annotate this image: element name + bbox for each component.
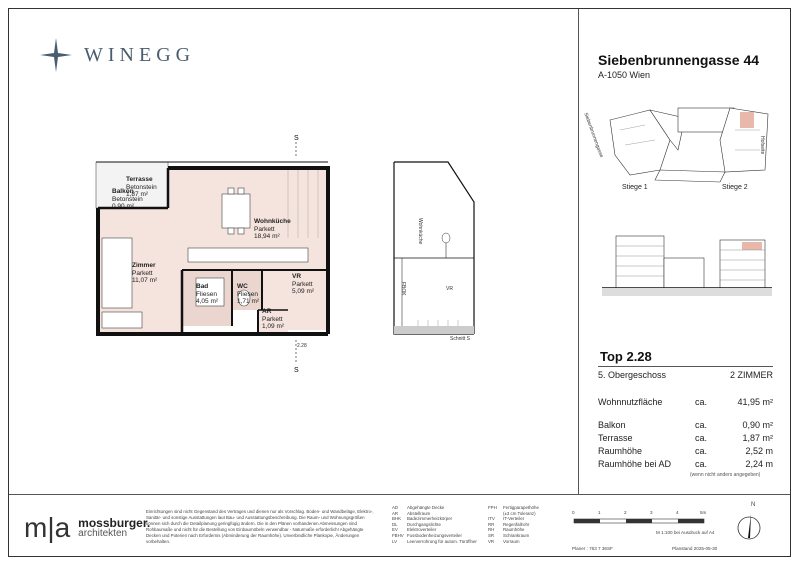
disclaimer-text: Einrichtungen sind nicht Gegenstand des Vertrages und dienen nur als Vorschlag. Boden- und Wandbeläge, Elektro-, Sanitär- und sonstige Ausstattungen laut Bau- und Ausstattungsbeschreibung. Die Raum- und Wohnungsgrößen können sich durch die Detailplanung geringfügig ändern. Die in den Plänen vorhandenen Abmessungen sind Rohbaumaße und nicht für die Bestellung von Einbaumöbeln verwendbar - Naturmaße erforderlich! Abgehängte Decken und Poterien nach Erfordernis (Abminderung der Raumhöhe). Unverbindliche Plankopie, Änderungen vorbehalten.	[146, 509, 374, 544]
architect-sub: architekten	[78, 528, 128, 539]
horizontal-divider	[9, 494, 790, 495]
north-label: N	[751, 502, 756, 508]
unit-floor-row	[598, 370, 773, 380]
legend-column-2: FPH Fertigparapethöhe (±3 cm Toleranz) ITV IT-Verteiler RR Regenfallrohr RH Raumhöhe SR Schrankraum VR Vorraum	[488, 505, 539, 544]
area-row-raumhoehe: Raumhöhe ca. 2,52 m	[598, 446, 773, 456]
scale-tick-3: 3	[650, 510, 653, 515]
unit-title: Top 2.28	[600, 349, 652, 364]
room-zimmer: Zimmer Parkett 11,07 m²	[132, 262, 158, 284]
room-ar: AR Parkett 1,09 m²	[262, 308, 285, 330]
floor-plan	[88, 128, 348, 378]
architect-name: mossburger.	[78, 516, 151, 530]
site-street-label: Siebenbrunnengasse	[582, 112, 605, 159]
section-vr-label: VR	[446, 286, 453, 292]
area-row-balkon: Balkon ca. 0,90 m²	[598, 420, 773, 430]
room-vr: VR Parkett 5,09 m²	[292, 273, 315, 295]
room-wohnkueche: Wohnküche Parkett 18,94 m²	[254, 218, 291, 240]
room-wc: WC Fliesen 1,71 m²	[237, 283, 260, 305]
area-row-wohnnutzflaeche: Wohnnutzfläche ca. 41,95 m²	[598, 397, 773, 407]
room-terrasse: Terrasse Betonstein 1,87 m²	[126, 176, 157, 198]
brand-logo	[40, 38, 195, 72]
architect-logo	[24, 512, 150, 544]
vertical-divider	[578, 9, 579, 494]
section-mark-top: S	[294, 135, 299, 142]
address-street: Siebenbrunnengasse 44	[598, 52, 760, 68]
section-room-label: Wohnküche	[417, 218, 423, 245]
architect-mark: m|a	[24, 512, 71, 543]
unit-title-rule	[598, 366, 773, 367]
plan-date: Planstand 2025-05-30	[672, 546, 718, 551]
legend-column-1: AD Abgehängte Decke AR Abstellraum BHK Badezimmerheizkörper DL Durchgangslichte EV Elektroverteiler FBHV Fussbodenheizungsverteiler LV Leerverrohrung für autom. Türöffner	[392, 505, 477, 544]
unit-rooms: 2 ZIMMER	[729, 370, 773, 380]
elevation-view	[600, 228, 775, 300]
unit-floor: 5. Obergeschoss	[598, 370, 667, 380]
section-fbok-label: FBOK	[400, 282, 406, 296]
brand-name: WINEGG	[84, 43, 196, 66]
section-mark-bottom: S	[294, 367, 299, 374]
scale-note: M 1:100 bei Ausdruck auf A4	[656, 530, 715, 535]
compass-star-icon	[40, 38, 72, 72]
scale-tick-4: 4	[676, 510, 679, 515]
scale-tick-1: 1	[598, 510, 601, 515]
site-plan	[590, 100, 780, 195]
scale-tick-0: 0	[572, 510, 575, 515]
scale-tick-5: 5m	[700, 510, 707, 515]
area-note: (wenn nicht anders angegeben)	[690, 472, 761, 478]
room-balkon: Balkon Betonstein 0,90 m²	[112, 188, 143, 210]
site-yard-label: Hofseite	[759, 136, 765, 155]
plan-number: Planer : 763 7 36SF	[572, 546, 613, 551]
top-number-label: 2.28	[297, 343, 307, 349]
stiege1-label: Stiege 1	[622, 184, 648, 191]
scale-bar	[572, 516, 712, 526]
stiege2-label: Stiege 2	[722, 184, 748, 191]
address-city: A-1050 Wien	[598, 70, 651, 80]
section-view	[388, 158, 488, 348]
room-bad: Bad Fliesen 4,05 m²	[196, 283, 219, 305]
area-row-terrasse: Terrasse ca. 1,87 m²	[598, 433, 773, 443]
scale-tick-2: 2	[624, 510, 627, 515]
section-label: Schnitt S	[450, 336, 471, 342]
north-arrow-icon	[734, 508, 764, 542]
area-row-raumhoehe-ad: Raumhöhe bei AD ca. 2,24 m	[598, 459, 773, 469]
